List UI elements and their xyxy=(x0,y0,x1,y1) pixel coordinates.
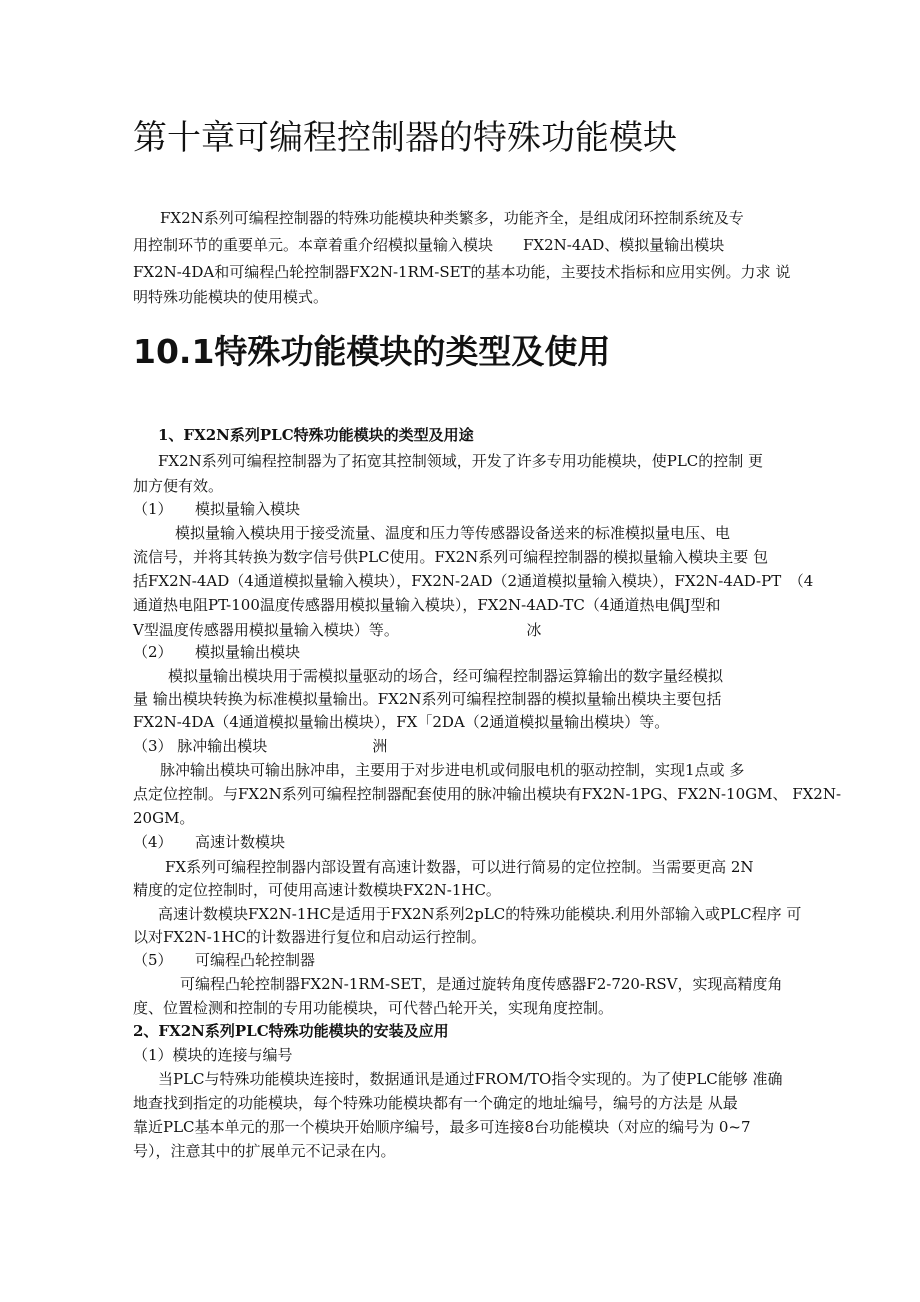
item-heading: （2） 模拟量输出模块 xyxy=(133,643,301,661)
body-line: 度、位置检测和控制的专用功能模块，可代替凸轮开关，实现角度控制。 xyxy=(133,999,614,1017)
chapter-title: 第十章可编程控制器的特殊功能模块 xyxy=(133,118,677,158)
item-heading: （1）模块的连接与编号 xyxy=(133,1046,293,1064)
body-line: 模拟量输入模块用于接受流量、温度和压力等传感器设备送来的标准模拟量电压、电 xyxy=(175,524,731,542)
intro-line: 明特殊功能模块的使用模式。 xyxy=(133,288,329,306)
intro-line: 用控制环节的重要单元。本章着重介绍模拟量输入模块 FX2N-4AD、模拟量输出模块 xyxy=(133,236,725,254)
section-title: 10.1特殊功能模块的类型及使用 xyxy=(133,332,611,371)
body-line: 通道热电阻PT-100温度传感器用模拟量输入模块），FX2N-4AD-TC（4通道热电偶J型和 xyxy=(133,596,721,614)
body-line: 地查找到指定的功能模块，每个特殊功能模块都有一个确定的地址编号，编号的方法是 从最 xyxy=(133,1094,738,1112)
body-line: 可编程凸轮控制器FX2N-1RM-SET，是通过旋转角度传感器F2-720-RSV，实现高精度角 xyxy=(180,975,783,993)
item-heading: （5） 可编程凸轮控制器 xyxy=(133,951,316,969)
body-line: 高速计数模块FX2N-1HC是适用于FX2N系列2pLC的特殊功能模块.利用外部输入或PLC程序 可 xyxy=(158,905,802,923)
intro-line: FX2N系列可编程控制器的特殊功能模块种类繁多，功能齐全，是组成闭环控制系统及专 xyxy=(160,209,744,227)
body-line: 脉冲输出模块可输出脉冲串，主要用于对步进电机或伺服电机的驱动控制，实现1点或 多 xyxy=(160,761,745,779)
body-line: FX2N-4DA（4通道模拟量输出模块），FX「2DA（2通道模拟量输出模块）等。 xyxy=(133,713,670,731)
body-line: FX2N系列可编程控制器为了拓宽其控制领域，开发了许多专用功能模块，使PLC的控制 更 xyxy=(158,452,764,470)
body-line: 以对FX2N-1HC的计数器进行复位和启动运行控制。 xyxy=(133,928,486,946)
body-line: 点定位控制。与FX2N系列可编程控制器配套使用的脉冲输出模块有FX2N-1PG、FX2N-10GM、 FX2N- xyxy=(133,785,842,803)
body-line: 量 输出模块转换为标准模拟量输出。FX2N系列可编程控制器的模拟量输出模块主要包括 xyxy=(133,690,722,708)
intro-line: FX2N-4DA和可编程凸轮控制器FX2N-1RM-SET的基本功能，主要技术指标和应用实例。力求 说 xyxy=(133,263,791,281)
item-heading: （1） 模拟量输入模块 xyxy=(133,500,301,518)
body-line: 括FX2N-4AD（4通道模拟量输入模块），FX2N-2AD（2通道模拟量输入模块），FX2N-4AD-PT （4 xyxy=(133,572,814,590)
body-line: 加方便有效。 xyxy=(133,477,224,495)
item-heading: （4） 高速计数模块 xyxy=(133,833,286,851)
body-line: 模拟量输出模块用于需模拟量驱动的场合，经可编程控制器运算输出的数字量经模拟 xyxy=(168,667,724,685)
item-heading: （3） 脉冲输出模块 洲 xyxy=(133,737,388,755)
body-line: 20GM。 xyxy=(133,809,195,827)
subheading-2: 2、FX2N系列PLC特殊功能模块的安装及应用 xyxy=(133,1022,449,1040)
body-line: 当PLC与特殊功能模块连接时，数据通讯是通过FROM/TO指令实现的。为了使PLC能够 准确 xyxy=(158,1070,783,1088)
body-line: 号），注意其中的扩展单元不记录在内。 xyxy=(133,1142,396,1160)
body-line: 流信号，并将其转换为数字信号供PLC使用。FX2N系列可编程控制器的模拟量输入模块主要 包 xyxy=(133,548,769,566)
body-line: 靠近PLC基本单元的那一个模块开始顺序编号，最多可连接8台功能模块（对应的编号为 0~7 xyxy=(133,1118,751,1136)
body-line: FX系列可编程控制器内部设置有高速计数器，可以进行简易的定位控制。当需要更高 2N xyxy=(165,858,754,876)
subheading-1: 1、FX2N系列PLC特殊功能模块的类型及用途 xyxy=(158,426,474,444)
body-line: V型温度传感器用模拟量输入模块）等。 冰 xyxy=(133,621,542,639)
body-line: 精度的定位控制时，可使用高速计数模块FX2N-1HC。 xyxy=(133,881,501,899)
